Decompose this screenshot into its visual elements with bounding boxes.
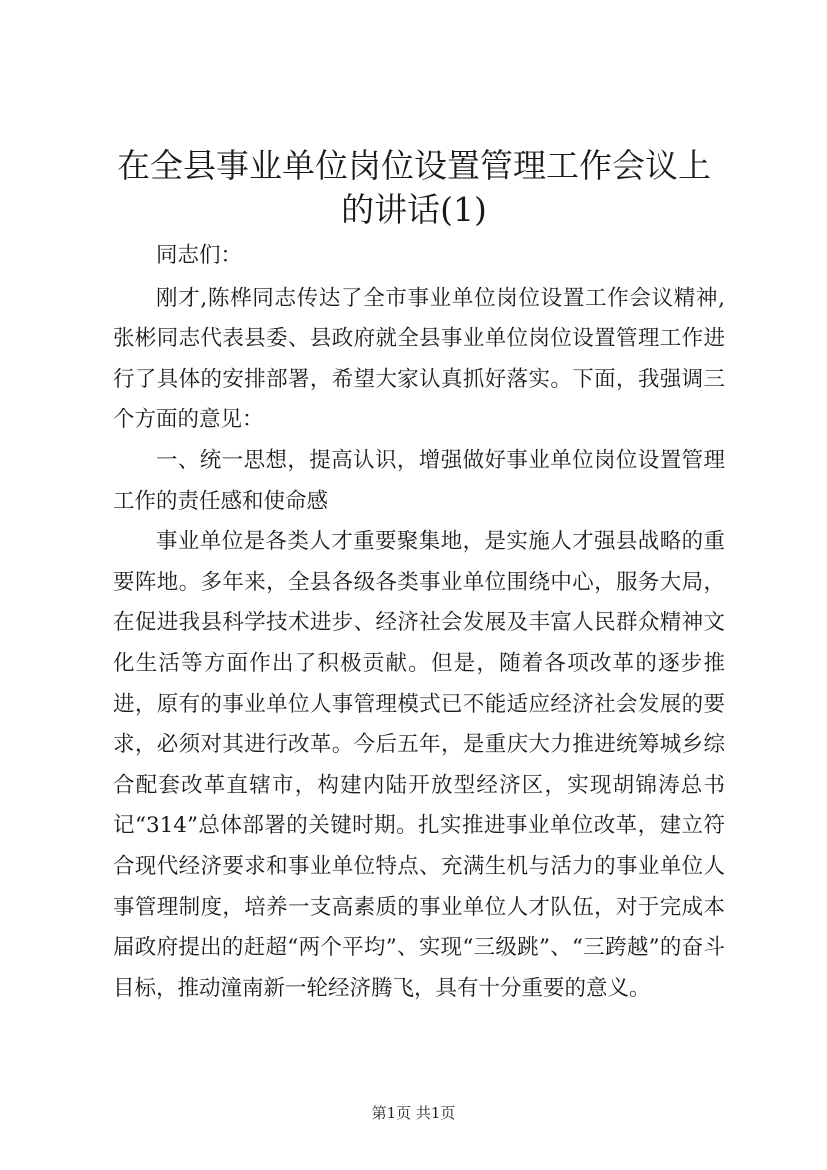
document-title: 在全县事业单位岗位设置管理工作会议上的讲话(1) — [117, 146, 711, 229]
paragraph-2: 事业单位是各类人才重要聚集地，是实施人才强县战略的重要阵地。多年来，全县各级各类事业单位围绕中心，服务大局，在促进我县科学技术进步、经济社会发展及丰富人民群众精神文化生活等方面作出了积极贡献。但是，随着各项改革的逐步推进，原有的事业单位人事管理模式已不能适应经济社会发展的要求，必须对其进行改革。今后五年，是重庆大力推进统筹城乡综合配套改革直辖市，构建内陆开放型经济区，实现胡锦涛总书记“314”总体部署的关键时期。扎实推进事业单位改革，建立符合现代经济要求和事业单位特点、充满生机与活力的事业单位人事管理制度，培养一支高素质的事业单位人才队伍，对于完成本届政府提出的赶超“两个平均”、实现“三级跳”、“三跨越”的奋斗目标，推动潼南新一轮经济腾飞，具有十分重要的意义。 — [113, 529, 725, 1001]
section-heading-1: 一、统一思想，提高认识，增强做好事业单位岗位设置管理工作的责任感和使命感 — [113, 447, 725, 514]
paragraph-1: 刚才,陈桦同志传达了全市事业单位岗位设置工作会议精神,张彬同志代表县委、县政府就全县事业单位岗位设置管理工作进行了具体的安排部署，希望大家认真抓好落实。下面，我强调三个方面的意见： — [113, 285, 725, 433]
document-body — [113, 236, 725, 1009]
salutation: 同志们： — [156, 243, 243, 268]
page-number-footer: 第1页 共1页 — [371, 1104, 456, 1122]
